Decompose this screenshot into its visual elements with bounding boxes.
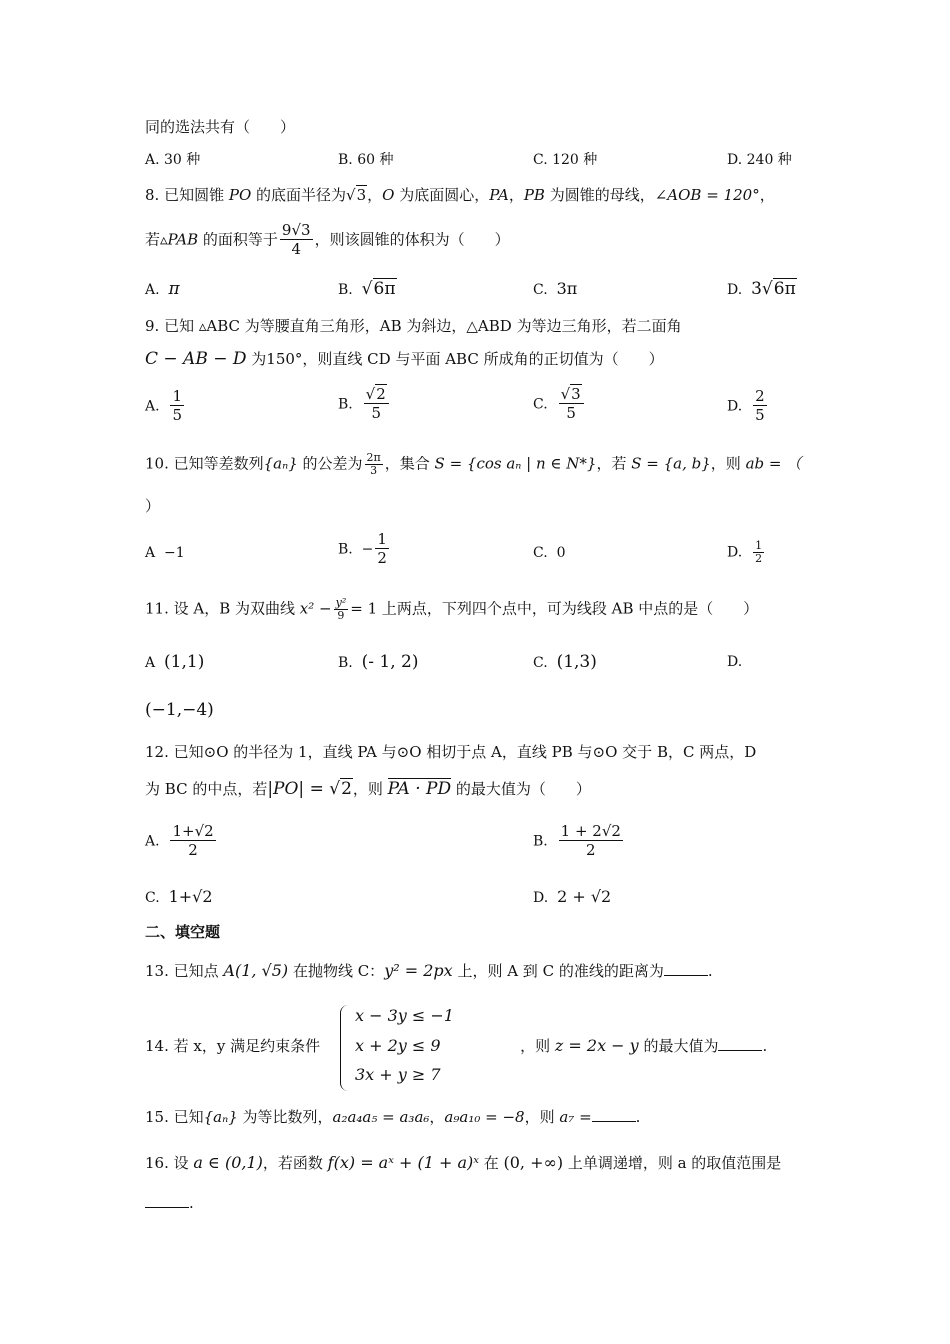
q8-line1: 8. 已知圆锥 PO 的底面半径为√3，O 为底面圆心，PA，PB 为圆锥的母线，∠AOB = 120°， xyxy=(145,186,775,204)
q8-option-c: C. 3π xyxy=(533,279,578,298)
q9-option-a: A. $\frac{1}{5}$ xyxy=(145,387,183,424)
q16-line1: 16. 设 a ∈ (0,1)，若函数 f(x) = aˣ + (1 + a)ˣ 在 (0, +∞) 上单调递增，则 a 的取值范围是 xyxy=(145,1153,782,1172)
q14-answer-blank[interactable] xyxy=(718,1036,762,1051)
q12-option-c: C. 1+√2 xyxy=(145,887,213,906)
q16-line2: . xyxy=(145,1193,194,1213)
q12-option-a: A. $\frac{1+√2}{2}$ xyxy=(145,822,214,859)
q7-option-d: D. 240 种 xyxy=(727,152,792,168)
q9-option-d: D. $\frac{2}{5}$ xyxy=(727,387,765,424)
q10-option-a: A −1 xyxy=(145,545,185,561)
q10-option-d: D. $\frac{1}{2}$ xyxy=(727,539,763,565)
q12-option-d: D. 2 + √2 xyxy=(533,887,612,906)
q11-line1: 11. 设 A，B 为双曲线 x² − $\frac{\text{y²}}{9}$ = 1 上两点，下列四个点中，可为线段 AB 中点的是（ ） xyxy=(145,596,759,622)
q9-option-b: B. $\frac{√2}{5}$ xyxy=(338,386,391,423)
q9-line1: 9. 已知 ▵ABC 为等腰直角三角形，AB 为斜边，△ABD 为等边三角形，若二面角 xyxy=(145,317,682,335)
q12-line1: 12. 已知⊙O 的半径为 1，直线 PA 与⊙O 相切于点 A，直线 PB 与⊙O 交于 B，C 两点，D xyxy=(145,743,757,761)
q7-option-a: A. 30 种 xyxy=(145,152,201,168)
q9-line2: C − AB − D 为150°，则直线 CD 与平面 ABC 所成角的正切值为（ ） xyxy=(145,349,664,369)
q13-line: 13. 已知点 A(1, √5) 在抛物线 C：y² = 2px 上，则 A 到 C 的准线的距离为 . xyxy=(145,961,713,980)
q10-option-b: B. − $\frac{1}{2}$ xyxy=(338,530,387,567)
q9-option-c: C. $\frac{√3}{5}$ xyxy=(533,386,586,423)
q11-option-c: C. (1,3) xyxy=(533,652,597,672)
q10-option-c: C. 0 xyxy=(533,545,566,561)
q10-line1: 10. 已知等差数列{aₙ} 的公差为 $\frac{2\pi}{3}$ ，集合 S = {cos aₙ | n ∈ N*}，若 S = {a, b}，则 ab = （ xyxy=(145,451,802,477)
constraint-row-3: 3x + y ≥ 7 xyxy=(355,1065,441,1084)
q13-answer-blank[interactable] xyxy=(664,961,708,976)
q11-option-a: A (1,1) xyxy=(145,652,205,672)
q12-line2: 为 BC 的中点，若|PO| = √2，则 PA · PD 的最大值为（ ） xyxy=(145,779,591,799)
q8-option-a: A. π xyxy=(145,279,180,299)
q8-option-d: D. 3√6π xyxy=(727,279,796,299)
constraint-row-2: x + 2y ≤ 9 xyxy=(355,1036,441,1055)
q7-option-b: B. 60 种 xyxy=(338,152,394,168)
q7-option-c: C. 120 种 xyxy=(533,152,598,168)
q8-option-b: B. √6π xyxy=(338,279,396,299)
q8-line2: 若▵PAB 的面积等于 $\frac{9√3}{4}$ ，则该圆锥的体积为（ ） xyxy=(145,221,510,258)
q10-line2: ） xyxy=(145,497,161,515)
q15-answer-blank[interactable] xyxy=(592,1107,636,1122)
q11-option-b: B. (- 1, 2) xyxy=(338,652,419,672)
q11-option-d-value: (−1,−4) xyxy=(145,700,214,720)
q15-line: 15. 已知{aₙ} 为等比数列，a₂a₄a₅ = a₃a₆，a₉a₁₀ = −8，则 a₇ = . xyxy=(145,1108,641,1126)
section-heading-fill-blank: 二、填空题 xyxy=(145,923,221,941)
q12-option-b: B. $\frac{1 + 2√2}{2}$ xyxy=(533,822,621,859)
constraint-row-1: x − 3y ≤ −1 xyxy=(355,1006,454,1025)
q11-option-d: D. xyxy=(727,654,743,670)
constraint-brace xyxy=(340,1005,355,1091)
q7-stem-tail: 同的选法共有（ ） xyxy=(145,118,296,136)
q14-line: 14. 若 x，y 满足约束条件 ，则 z = 2x − y 的最大值为 . xyxy=(145,1036,768,1055)
q16-answer-blank[interactable] xyxy=(145,1193,189,1208)
